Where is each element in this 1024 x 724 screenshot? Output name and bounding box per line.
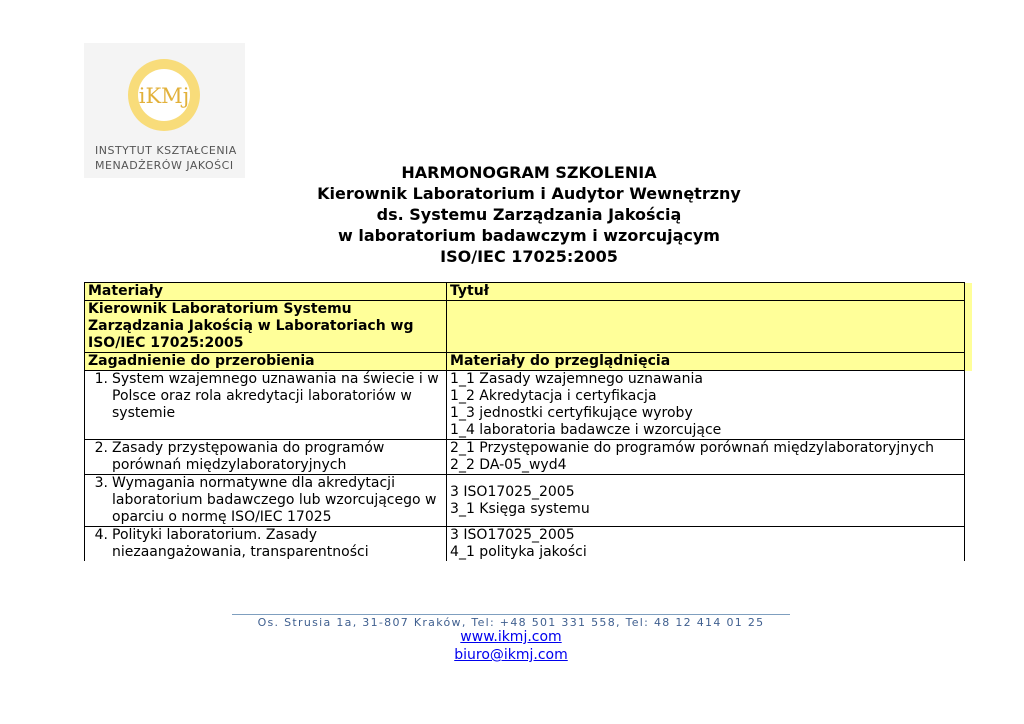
logo-line1: INSTYTUT KSZTAŁCENIA	[95, 144, 237, 157]
title-line2: Kierownik Laboratorium i Audytor Wewnętrzny	[317, 184, 741, 203]
topic-text: System wzajemnego uznawania na świecie i w Polsce oraz rola akredytacji laboratoriów w systemie	[112, 371, 439, 421]
logo-mark-text: iKMj	[138, 84, 190, 108]
course-title: Kierownik Laboratorium Systemu Zarządzania Jakością w Laboratoriach wg ISO/IEC 17025:2005	[85, 301, 447, 353]
subheader-topic: Zagadnienie do przerobienia	[85, 353, 447, 371]
course-title-row	[85, 301, 972, 353]
material-item: 2_2 DA-05_wyd4	[450, 457, 567, 473]
material-item: 3 ISO17025_2005	[450, 483, 575, 500]
footer-address: Os. Strusia 1a, 31-807 Kraków, Tel: +48 501 331 558, Tel: 48 12 414 01 25	[257, 616, 765, 629]
materials-cell	[447, 527, 965, 562]
email-link[interactable]: biuro@ikmj.com	[454, 647, 568, 663]
logo-name	[95, 143, 237, 173]
material-item: 1_4 laboratoria badawcze i wzorcujące	[450, 422, 722, 438]
header-materials: Materiały	[85, 283, 447, 301]
material-item: 1_2 Akredytacja i certyfikacja	[450, 388, 657, 404]
document-title	[300, 162, 758, 267]
topic-cell	[85, 527, 447, 562]
material-item: 1_1 Zasady wzajemnego uznawania	[450, 371, 703, 387]
topic-cell	[85, 371, 447, 440]
materials-cell	[447, 371, 965, 440]
subheader-materials: Materiały do przeglądnięcia	[447, 353, 965, 371]
topic-text: Zasady przystępowania do programów porównań międzylaboratoryjnych	[112, 440, 385, 473]
topic-text: Wymagania normatywne dla akredytacji laboratorium badawczego lub wzorcującego w oparciu o normę ISO/IEC 17025	[112, 475, 437, 525]
website-link[interactable]: www.ikmj.com	[460, 629, 562, 645]
topic-number: 4.	[94, 527, 108, 543]
subheader-row	[85, 353, 972, 371]
material-item: 4_1 polityka jakości	[450, 544, 587, 560]
table-header-row	[85, 283, 972, 301]
ikmj-logo-mark	[114, 49, 214, 141]
table-row	[85, 440, 972, 475]
title-line4: w laboratorium badawczym i wzorcującym	[338, 226, 720, 245]
title-line1: HARMONOGRAM SZKOLENIA	[401, 163, 657, 182]
topic-number: 3.	[94, 475, 108, 491]
table-row	[85, 371, 972, 440]
title-line3: ds. Systemu Zarządzania Jakością	[376, 205, 682, 224]
topic-number: 2.	[94, 440, 108, 456]
topic-cell	[85, 440, 447, 475]
material-item: 2_1 Przystępowanie do programów porównań międzylaboratoryjnych	[450, 440, 935, 456]
header-title: Tytuł	[447, 283, 965, 301]
material-item: 3 ISO17025_2005	[450, 527, 575, 543]
course-title-empty	[447, 301, 965, 353]
topic-number: 1.	[94, 371, 108, 387]
materials-cell	[447, 475, 965, 527]
materials-cell	[447, 440, 965, 475]
schedule-table	[84, 282, 972, 561]
logo-line2: MENADŻERÓW JAKOŚCI	[95, 159, 234, 172]
table-row	[85, 475, 972, 527]
title-line5: ISO/IEC 17025:2005	[440, 247, 618, 266]
topic-text: Polityki laboratorium. Zasady niezaangażowania, transparentności	[112, 527, 369, 560]
table-row	[85, 527, 972, 562]
topic-cell	[85, 475, 447, 527]
footer-divider	[232, 614, 790, 615]
material-item: 3_1 Księga systemu	[450, 500, 590, 517]
material-item: 1_3 jednostki certyfikujące wyroby	[450, 405, 693, 421]
company-logo	[84, 43, 245, 178]
